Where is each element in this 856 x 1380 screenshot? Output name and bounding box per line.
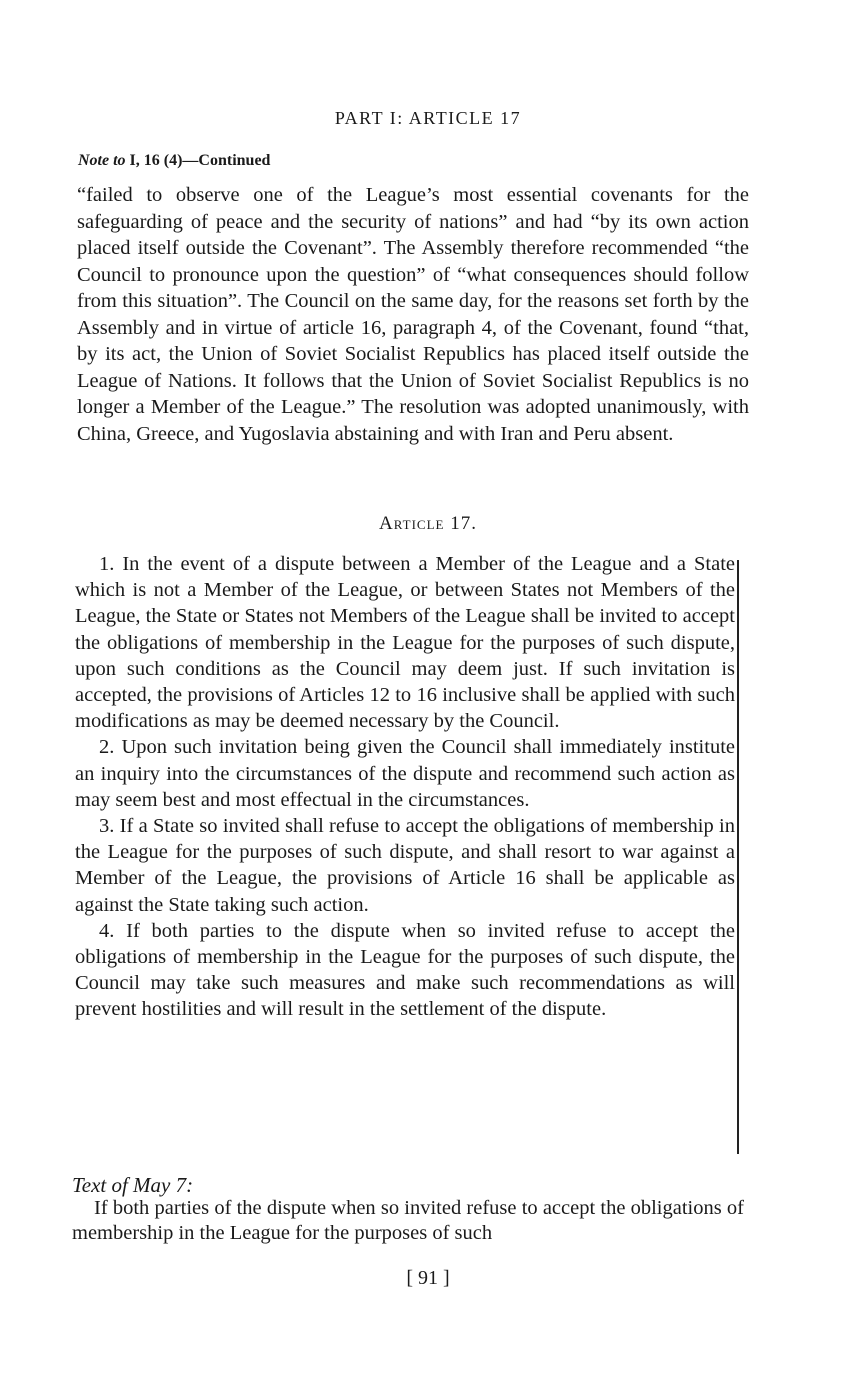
article-body [75, 551, 735, 1023]
article-paragraph-1: 1. In the event of a dispute between a Member of the League and a State which is not a Member of the League, or between States not Members of the League, the State or States not Members of the League shall be invited to accept the obligations of membership in the League for the purposes of such dispute, upon such conditions as the Council may deem just. If such invitation is accepted, the provisions of Articles 12 to 16 inclusive shall be applied with such modifications as may be deemed necessary by the Council. [75, 553, 735, 733]
article-heading [0, 513, 856, 535]
page-number: [ 91 ] [406, 1267, 450, 1289]
note-body [77, 182, 749, 447]
running-head: PART I: ARTICLE 17 [334, 108, 522, 128]
article-heading-number: 17. [450, 513, 477, 534]
text-of-may-body [72, 1196, 744, 1246]
text-of-may-label: Text of May 7: [72, 1173, 194, 1197]
margin-rule [737, 560, 739, 1154]
note-label-reference: I, 16 (4)—Continued [129, 152, 271, 169]
article-paragraph-4: 4. If both parties to the dispute when so invited refuse to accept the obligations of membership in the League for the purposes of such dispute, the Council may take such measures and make such recommendations as will prevent hostilities and will result in the settlement of the dispute. [75, 919, 735, 1021]
article-heading-word: Article [379, 513, 445, 534]
note-paragraph: “failed to observe one of the League’s most essential covenants for the safeguarding of peace and the security of nations” and had “by its own action placed itself outside the Covenant”. The Assembly therefore recommended “the Council to pronounce upon the question” of “what consequences should follow from this situation”. The Council on the same day, for the reasons set forth by the Assembly and in virtue of article 16, paragraph 4, of the Covenant, found “that, by its act, the Union of Soviet Socialist Republics has placed itself outside the League of Nations. It follows that the Union of Soviet Socialist Republics is no longer a Member of the League.” The resolution was adopted unanimously, with China, Greece, and Yugoslavia abstaining and with Iran and Peru absent. [77, 184, 749, 445]
text-of-may-paragraph: If both parties of the dispute when so invited refuse to accept the obligations of membership in the League for the purposes of such [72, 1197, 744, 1244]
article-paragraph-2: 2. Upon such invitation being given the Council shall immediately institute an inquiry into the circumstances of the dispute and recommend such action as may seem best and most effectual in the circumstances. [75, 736, 735, 811]
note-label [78, 152, 270, 170]
note-label-italic: Note to [78, 152, 126, 169]
article-paragraph-3: 3. If a State so invited shall refuse to accept the obligations of membership in the League for the purposes of such dispute, and shall resort to war against a Member of the League, the provisions of Article 16 shall be applicable as against the State taking such action. [75, 815, 735, 916]
